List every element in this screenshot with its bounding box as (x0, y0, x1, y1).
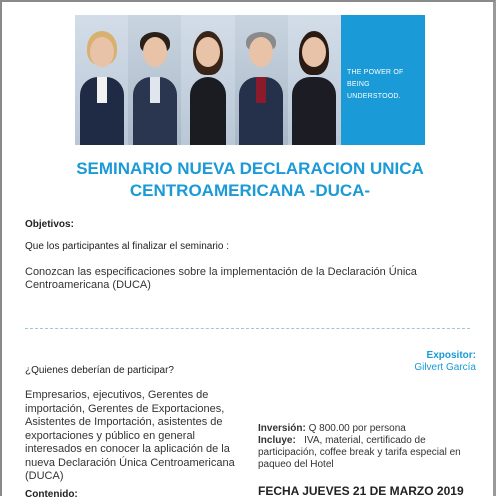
seminar-title-line-2: CENTROAMERICANA -DUCA- (129, 181, 371, 200)
objetivos-body-line-1: Conozcan las especificaciones sobre la implementación de la Declaración Única (25, 266, 417, 278)
incluye-label: Incluye: (258, 435, 296, 446)
participants-line: importación, Gerentes de Exportaciones, (25, 402, 225, 415)
objetivos-intro: Que los participantes al finalizar el seminario : (25, 241, 229, 252)
participants-list (25, 389, 235, 484)
person-suit (292, 77, 336, 145)
incluye-line: participación, coffee break y tarifa especial en (258, 447, 461, 458)
participants-heading: ¿Quienes deberían de participar? (25, 365, 174, 376)
participants-line: (DUCA) (25, 470, 64, 482)
person-photo-4 (235, 15, 288, 145)
participants-line: nueva Declaración Única Centroamericana (25, 456, 235, 469)
person-face (249, 37, 273, 67)
person-tie (256, 77, 266, 103)
expositor-block (414, 350, 476, 374)
incluye-line: paqueo del Hotel (258, 459, 334, 470)
person-collar (97, 77, 107, 103)
tagline-line-1: THE POWER OF (347, 69, 404, 76)
tagline-line-2: BEING UNDERSTOOD. (347, 81, 401, 100)
inversion-label: Inversión: (258, 423, 306, 434)
section-divider (25, 328, 470, 329)
investment-block (258, 423, 468, 471)
person-face (90, 37, 114, 67)
header-banner (75, 15, 425, 145)
seminar-title (0, 158, 500, 202)
person-photo-3 (181, 15, 234, 145)
person-photo-2 (128, 15, 181, 145)
inversion-row (258, 423, 468, 435)
objetivos-body (25, 266, 417, 292)
seminar-title-line-1: SEMINARIO NUEVA DECLARACION UNICA (76, 159, 424, 178)
person-face (143, 37, 167, 67)
participants-line: Empresarios, ejecutivos, Gerentes de (25, 389, 209, 401)
incluye-row (258, 435, 468, 447)
incluye-line: IVA, material, certificado de (304, 435, 426, 446)
contenido-heading: Contenido: (25, 489, 78, 500)
objetivos-heading: Objetivos: (25, 219, 74, 230)
participants-line: Asistentes de Importación, asistentes de (25, 416, 223, 428)
objetivos-body-line-2: Centroamericana (DUCA) (25, 279, 151, 291)
person-face (196, 37, 220, 67)
person-photo-1 (75, 15, 128, 145)
people-photo-strip (75, 15, 341, 145)
inversion-value: Q 800.00 por persona (308, 423, 406, 434)
person-photo-5 (288, 15, 341, 145)
event-date: FECHA JUEVES 21 DE MARZO 2019 (258, 484, 464, 498)
brand-tagline-panel (341, 15, 425, 145)
person-collar (150, 77, 160, 103)
expositor-label: Expositor: (426, 350, 476, 361)
participants-line: interesados en conocer la aplicación de la (25, 443, 230, 455)
person-dress (190, 77, 226, 145)
expositor-name: Gilvert García (414, 362, 476, 373)
participants-line: exportaciones y público en general (25, 429, 196, 442)
